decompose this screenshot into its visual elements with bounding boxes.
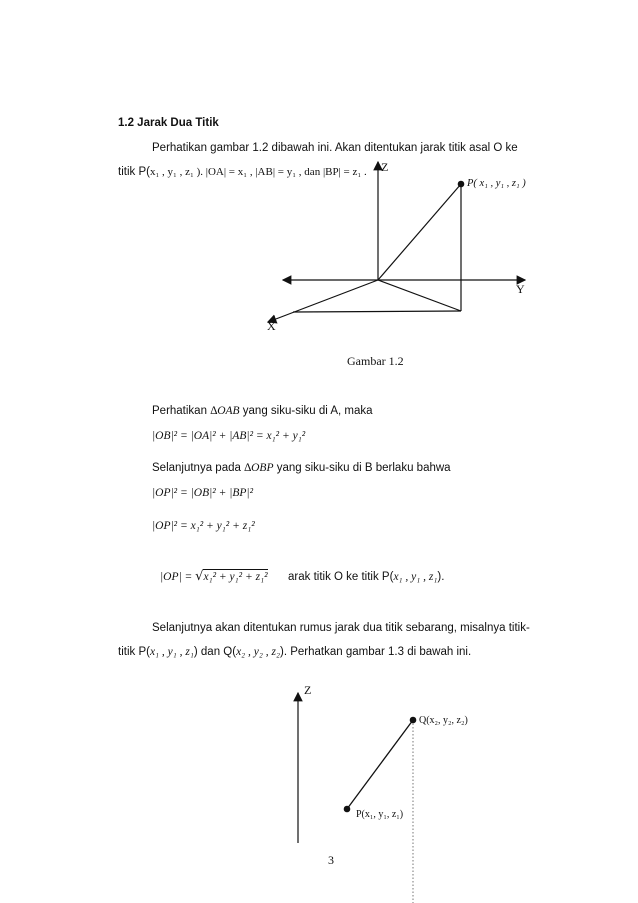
fig1-label-x: X	[267, 319, 276, 333]
eq4-coords: x₁ , y₁ , z₁	[393, 571, 438, 583]
triangle-obp: ∆OBP	[244, 462, 274, 474]
eq4-description	[288, 571, 444, 583]
p2-point-p: x₁ , y₁ , z₁	[149, 646, 194, 658]
fig2-segment-pq	[347, 720, 413, 809]
derivation-line-2	[152, 462, 451, 474]
eq4-text: arak titik O ke titik P(	[288, 571, 394, 583]
para1-math: x₁ , y₁ , z₁ ). |OA| = x₁ , |AB| = y₁ , dan |BP| = z₁ .	[149, 166, 367, 178]
equation-op-squared-1: |OP|² = |OB|² + |BP|²	[152, 487, 254, 499]
fig2-label-p: P(x₁, y₁, z₁)	[356, 809, 404, 820]
line2-pre: Selanjutnya pada	[152, 462, 241, 474]
section-heading: 1.2 Jarak Dua Titik	[118, 117, 219, 129]
fig2-label-q: Q(x₂, y₂, z₂)	[419, 715, 468, 726]
equation-op-distance	[160, 567, 268, 585]
paragraph-2-line-1: Selanjutnya akan ditentukan rumus jarak dua titik sebarang, misalnya titik-	[152, 622, 530, 634]
p2-b: ) dan Q(	[193, 646, 237, 658]
paragraph-1-line-1: Perhatikan gambar 1.2 dibawah ini. Akan ditentukan jarak titik asal O ke	[152, 142, 518, 154]
line2-post: yang siku-siku di B berlaku bahwa	[276, 462, 451, 474]
fig2-point-q	[410, 717, 417, 724]
paragraph-2-line-2	[118, 646, 471, 658]
fig1-label-z: Z	[381, 160, 389, 174]
eq4-radicand: x₁² + y₁² + z₁²	[203, 571, 268, 583]
fig2-point-p	[344, 806, 351, 813]
fig1-label-y: Y	[516, 282, 525, 296]
fig1-label-p: P( x₁ , y₁ , z₁ )	[467, 178, 526, 189]
equation-op-squared-2: |OP|² = x₁² + y₁² + z₁²	[152, 520, 255, 532]
fig1-segment-ob	[378, 280, 461, 311]
p2-c: ). Perhatkan gambar 1.3 di bawah ini.	[280, 646, 472, 658]
page-number: 3	[328, 853, 334, 867]
line1-post: yang siku-siku di A, maka	[242, 405, 373, 417]
fig2-label-z: Z	[304, 683, 312, 697]
para1-prefix: titik P(	[118, 166, 150, 178]
fig1-x-axis	[268, 280, 378, 322]
sqrt-symbol: √	[195, 569, 204, 584]
fig1-point-p	[458, 181, 465, 188]
line1-pre: Perhatikan	[152, 405, 207, 417]
fig1-segment-ab	[293, 311, 461, 312]
eq4-lhs: |OP| =	[160, 571, 196, 583]
derivation-line-1	[152, 405, 373, 417]
p2-a: titik P(	[118, 646, 150, 658]
equation-ob-squared: |OB|² = |OA|² + |AB|² = x₁² + y₁²	[152, 430, 306, 442]
p2-point-q: x₂ , y₂ , z₂	[236, 646, 281, 658]
triangle-oab: ∆OAB	[210, 405, 240, 417]
figure-1-2-caption: Gambar 1.2	[347, 354, 404, 368]
fig1-segment-op	[378, 184, 461, 280]
eq4-end: ).	[437, 571, 445, 583]
